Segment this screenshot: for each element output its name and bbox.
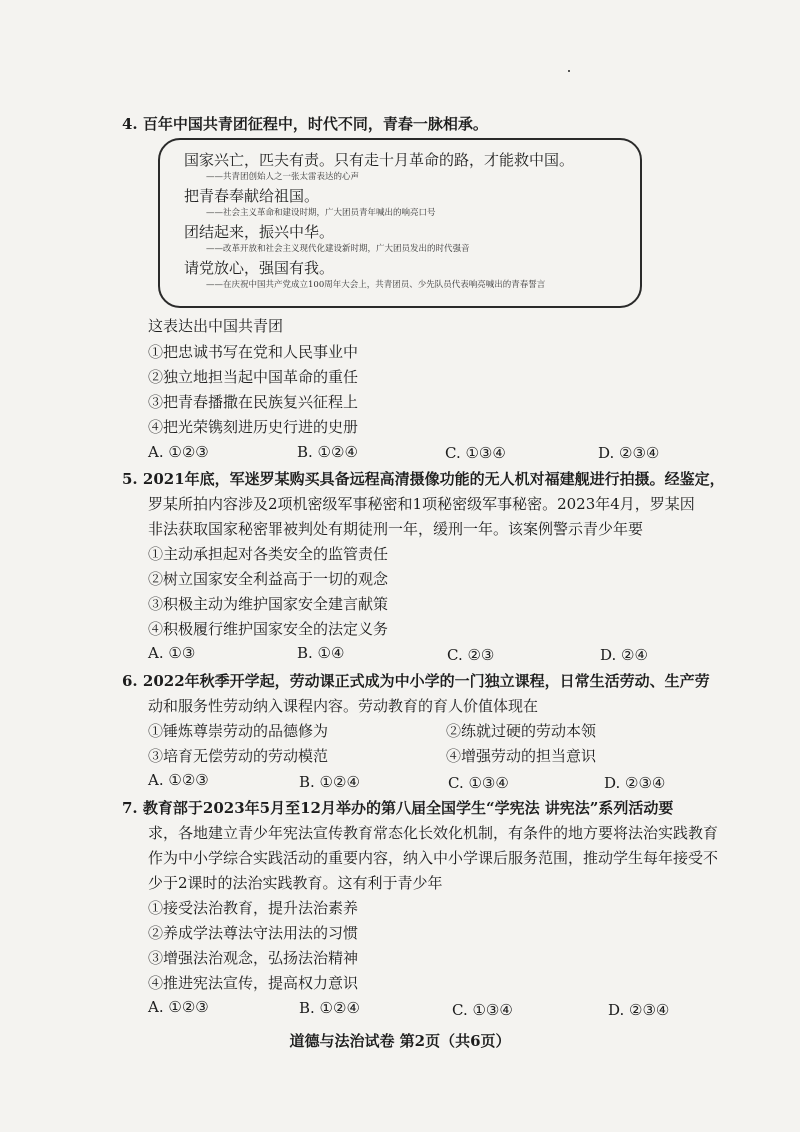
q4-option-c: C. ①③④ — [445, 444, 506, 462]
q7-stem-line-2: 求，各地建立青少年宪法宣传教育常态化长效化机制，有条件的地方要将法治实践教育 — [148, 824, 719, 842]
q7-stem-line-4: 少于2课时的法治实践教育。这有利于青少年 — [148, 874, 443, 892]
quote-2-source: ——社会主义革命和建设时期，广大团员青年喊出的响亮口号 — [206, 208, 436, 218]
q5-option-a: A. ①③ — [148, 644, 196, 662]
q6-statement-1: ①锤炼尊崇劳动的品德修为 — [148, 722, 329, 740]
q4-option-a: A. ①②③ — [148, 443, 209, 461]
quote-4-source: ——在庆祝中国共产党成立100周年大会上，共青团员、少先队员代表响亮喊出的青春誓言 — [206, 280, 546, 290]
quote-1: 国家兴亡，匹夫有责。只有走十月革命的路，才能救中国。 — [184, 151, 575, 169]
q7-statement-3: ③增强法治观念，弘扬法治精神 — [148, 949, 359, 967]
quote-3-source: ——改革开放和社会主义现代化建设新时期，广大团员发出的时代强音 — [206, 244, 470, 254]
q5-statement-3: ③积极主动为维护国家安全建言献策 — [148, 595, 389, 613]
q7-statement-2: ②养成学法尊法守法用法的习惯 — [148, 924, 359, 942]
q4-stem: 4. 百年中国共青团征程中，时代不同，青春一脉相承。 — [122, 115, 488, 133]
quote-4: 请党放心，强国有我。 — [184, 259, 335, 277]
q5-option-d: D. ②④ — [600, 646, 648, 664]
q4-statement-3: ③把青春播撒在民族复兴征程上 — [148, 393, 359, 411]
q4-lead: 这表达出中国共青团 — [148, 317, 284, 335]
q7-stem-line-3: 作为中小学综合实践活动的重要内容，纳入中小学课后服务范围，推动学生每年接受不 — [148, 849, 719, 867]
q4-statement-2: ②独立地担当起中国革命的重任 — [148, 368, 359, 386]
scan-speck — [568, 70, 570, 72]
q6-option-a: A. ①②③ — [148, 771, 209, 789]
q7-statement-4: ④推进宪法宣传，提高权力意识 — [148, 974, 359, 992]
q7-option-a: A. ①②③ — [148, 998, 209, 1016]
q7-option-b: B. ①②④ — [299, 999, 360, 1017]
quote-3: 团结起来，振兴中华。 — [184, 223, 335, 241]
q6-stem-line-2: 动和服务性劳动纳入课程内容。劳动教育的育人价值体现在 — [148, 697, 539, 715]
quote-2: 把青春奉献给祖国。 — [184, 187, 320, 205]
q4-statement-1: ①把忠诚书写在党和人民事业中 — [148, 343, 359, 361]
q7-option-c: C. ①③④ — [452, 1001, 513, 1019]
q5-statement-1: ①主动承担起对各类安全的监管责任 — [148, 545, 389, 563]
q4-statement-4: ④把光荣镌刻进历史行进的史册 — [148, 418, 359, 436]
q5-stem-line-2: 罗某所拍内容涉及2项机密级军事秘密和1项秘密级军事秘密。2023年4月，罗某因 — [148, 495, 695, 513]
q6-option-b: B. ①②④ — [299, 773, 360, 791]
q5-option-c: C. ②③ — [447, 646, 495, 664]
q4-option-b: B. ①②④ — [297, 443, 358, 461]
quote-1-source: ——共青团创始人之一张太雷表达的心声 — [206, 172, 360, 182]
q5-statement-2: ②树立国家安全利益高于一切的观念 — [148, 570, 389, 588]
q7-option-d: D. ②③④ — [608, 1001, 670, 1019]
q5-statement-4: ④积极履行维护国家安全的法定义务 — [148, 620, 389, 638]
q6-option-d: D. ②③④ — [604, 774, 666, 792]
q7-stem-line-1: 7. 教育部于2023年5月至12月举办的第八届全国学生“学宪法 讲宪法”系列活动要 — [122, 799, 674, 817]
q4-option-d: D. ②③④ — [598, 444, 660, 462]
q6-statement-4: ④增强劳动的担当意识 — [446, 747, 597, 765]
q7-statement-1: ①接受法治教育，提升法治素养 — [148, 899, 359, 917]
q5-stem-line-3: 非法获取国家秘密罪被判处有期徒刑一年，缓刑一年。该案例警示青少年要 — [148, 520, 644, 538]
q6-statement-2: ②练就过硬的劳动本领 — [446, 722, 597, 740]
q5-stem-line-1: 5. 2021年底，军迷罗某购买具备远程高清摄像功能的无人机对福建舰进行拍摄。经鉴定， — [122, 470, 725, 488]
q5-option-b: B. ①④ — [297, 644, 345, 662]
page-footer: 道德与法治试卷 第2页（共6页） — [289, 1032, 511, 1050]
q6-stem-line-1: 6. 2022年秋季开学起，劳动课正式成为中小学的一门独立课程，日常生活劳动、生产劳 — [122, 672, 710, 690]
q6-option-c: C. ①③④ — [448, 774, 509, 792]
q6-statement-3: ③培育无偿劳动的劳动模范 — [148, 747, 329, 765]
